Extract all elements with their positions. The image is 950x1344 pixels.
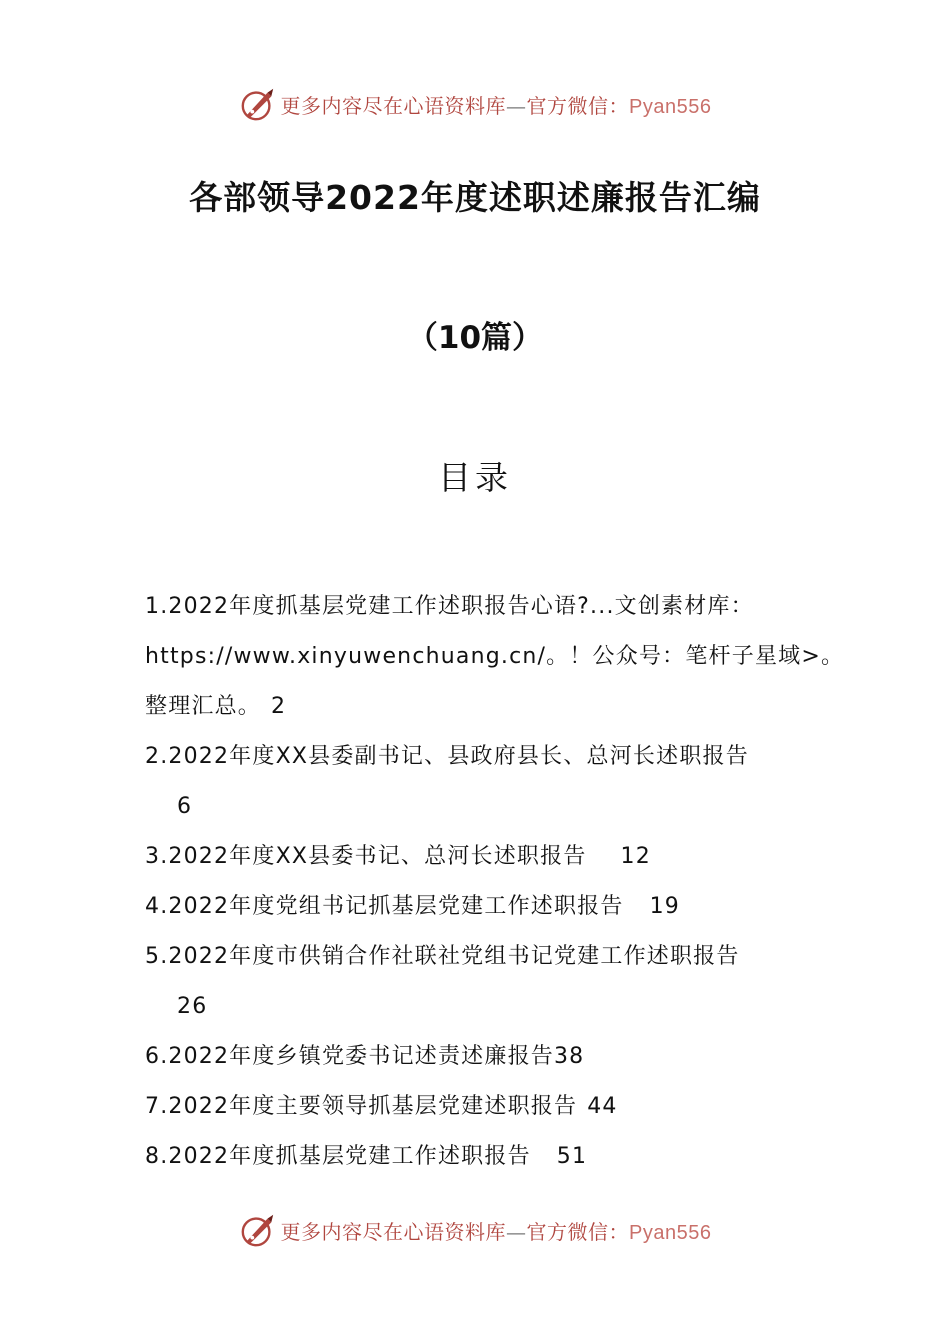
banner-wechat: Pyan556: [629, 95, 712, 118]
toc-entry-page: 6: [177, 794, 193, 819]
toc-entry-line: 整理汇总。: [145, 694, 262, 719]
toc-entry-page: 51: [556, 1144, 588, 1169]
banner-suffix: 官方微信：: [526, 1219, 630, 1244]
pen-logo-icon: [239, 85, 277, 123]
toc-entry-title: 6.2022年度乡镇党委书记述责述廉报告: [145, 1044, 554, 1069]
toc-entry-title: 8.2022年度抓基层党建工作述职报告: [145, 1144, 531, 1169]
toc-entry-8[interactable]: [145, 1132, 825, 1182]
toc-entry-title: 2.2022年度XX县委副书记、县政府县长、总河长述职报告: [145, 744, 749, 769]
header-banner: [0, 82, 950, 126]
toc-entry-3[interactable]: [145, 832, 825, 882]
document-subtitle: （10篇）: [406, 320, 544, 356]
toc-entry-title: 3.2022年度XX县委书记、总河长述职报告: [145, 844, 587, 869]
pen-logo-icon: [239, 1211, 277, 1249]
toc-entry-line: https://www.xinyuwenchuang.cn/。！公众号：笔杆子星域>。: [145, 644, 845, 669]
banner-site: 更多内容尽在心语资料库: [280, 1219, 507, 1244]
toc-heading: 目录: [438, 458, 512, 497]
toc-entry-2[interactable]: [145, 732, 825, 832]
banner-separator: —: [506, 93, 527, 118]
toc-entry-title: 7.2022年度主要领导抓基层党建述职报告: [145, 1094, 578, 1119]
banner-wechat: Pyan556: [629, 1221, 712, 1244]
toc-entry-page: 12: [620, 844, 651, 869]
toc-entry-1[interactable]: [145, 582, 845, 732]
banner-text: [281, 90, 712, 119]
document-title: 各部领导2022年度述职述廉报告汇编: [189, 178, 761, 217]
banner-text: [281, 1216, 712, 1245]
toc-entry-page: 38: [553, 1044, 585, 1069]
table-of-contents: [145, 582, 845, 1182]
banner-site: 更多内容尽在心语资料库: [280, 93, 507, 118]
toc-entry-5[interactable]: [145, 932, 825, 1032]
toc-entry-6[interactable]: [145, 1032, 825, 1082]
toc-entry-7[interactable]: [145, 1082, 825, 1132]
toc-entry-title: 4.2022年度党组书记抓基层党建工作述职报告: [145, 894, 624, 919]
toc-entry-page: 26: [177, 994, 208, 1019]
toc-entry-page: 2: [271, 694, 287, 719]
toc-entry-page: 19: [649, 894, 680, 919]
toc-entry-page: 44: [587, 1094, 618, 1119]
toc-entry-4[interactable]: [145, 882, 825, 932]
toc-entry-title: 5.2022年度市供销合作社联社党组书记党建工作述职报告: [145, 944, 740, 969]
footer-banner: [0, 1208, 950, 1252]
banner-suffix: 官方微信：: [526, 93, 630, 118]
toc-entry-line: 1.2022年度抓基层党建工作述职报告心语?...文创素材库：: [145, 594, 754, 619]
banner-separator: —: [506, 1219, 527, 1244]
